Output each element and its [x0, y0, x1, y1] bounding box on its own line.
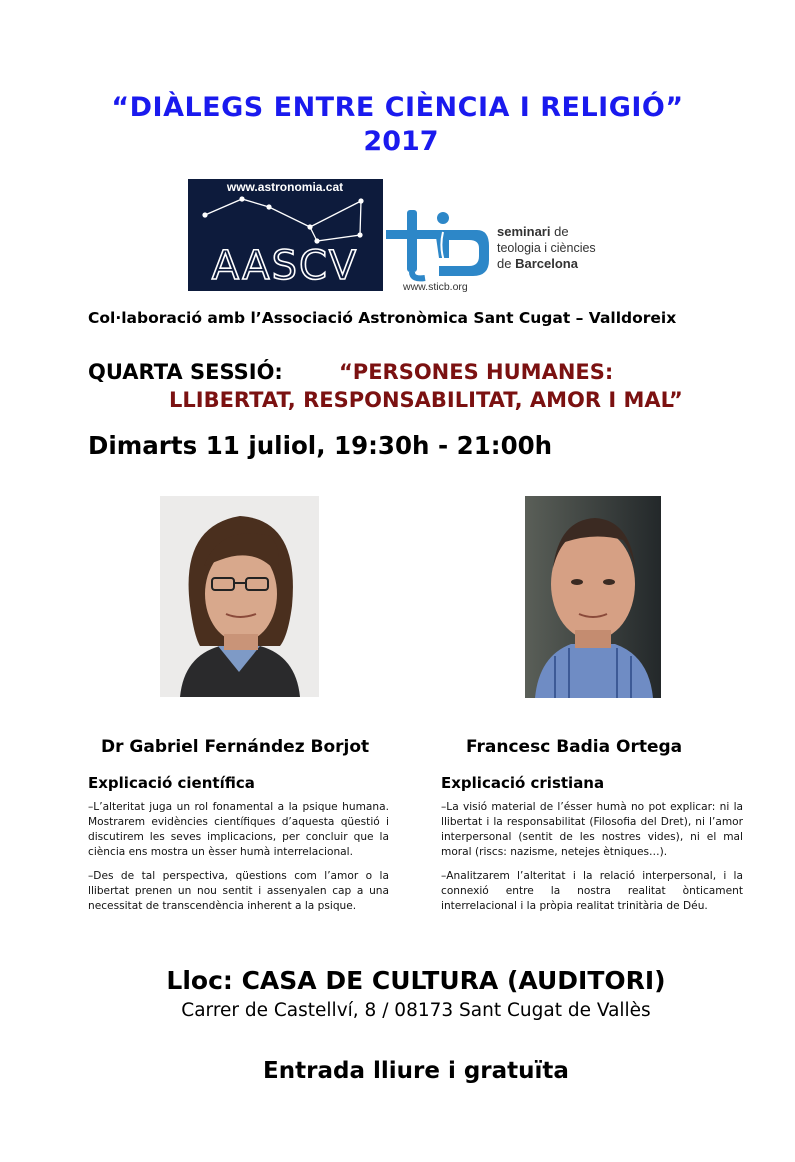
sticb-de-2: de — [497, 256, 516, 271]
collaboration-note: Col·laboració amb l’Associació Astronòmica Sant Cugat – Valldoreix — [88, 309, 677, 327]
aascv-name: AASCV — [211, 243, 359, 289]
session-title-line2: LLIBERTAT, RESPONSABILITAT, AMOR I MAL” — [169, 388, 683, 412]
aascv-logo — [188, 179, 383, 291]
constellation-icon — [205, 199, 361, 241]
event-title: “DIÀLEGS ENTRE CIÈNCIA I RELIGIÓ” — [111, 92, 684, 123]
svg-text:de Barcelona — [497, 256, 579, 271]
sticb-seminari: seminari — [497, 224, 551, 239]
speaker2-photo — [525, 496, 661, 698]
speaker1-paragraph2: –Des de tal perspectiva, qüestions com l’amor o la llibertat prenen un nou sentit i assenyalen cap a una necessitat de transcendència inherent a la psique. — [88, 870, 389, 912]
speaker2-paragraph1: –La visió material de l’ésser humà no pot explicar: ni la llibertat i la responsabilitat (Filosofia del Dret), ni l’amor interpersonal (sentit de les nostres vides), ni el mal moral (riscs: nazisme, netejes ètniques…). — [441, 801, 743, 858]
speaker2-name: Francesc Badia Ortega — [466, 737, 683, 757]
speaker2-paragraph2: –Analitzarem l’alteritat i la relació interpersonal, i la connexió entre la nostra realitat ònticament interrelacional i la pròpia realitat trinitària de Déu. — [441, 870, 743, 912]
event-year: 2017 — [363, 126, 439, 157]
session-title-line1: “PERSONES HUMANES: — [339, 360, 614, 384]
speaker1-heading: Explicació científica — [88, 774, 255, 792]
sticb-de: de — [550, 224, 569, 239]
sticb-teologia: teologia i ciències — [497, 241, 596, 255]
event-date: Dimarts 11 juliol, 19:30h - 21:00h — [88, 431, 553, 460]
svg-text:seminari de — [497, 224, 569, 239]
sticb-barcelona: Barcelona — [515, 256, 578, 271]
speaker1-photo — [160, 496, 319, 697]
venue-address: Carrer de Castellví, 8 / 08173 Sant Cugat de Vallès — [181, 1000, 651, 1021]
ti-monogram-icon — [386, 210, 489, 278]
sticb-url: www.sticb.org — [403, 281, 468, 293]
venue-place: Lloc: CASA DE CULTURA (AUDITORI) — [166, 966, 666, 995]
entry-note: Entrada lliure i gratuïta — [263, 1058, 569, 1084]
session-label: QUARTA SESSIÓ: — [88, 360, 283, 384]
sticb-logo — [383, 204, 623, 296]
speaker2-heading: Explicació cristiana — [441, 774, 605, 792]
speaker1-name: Dr Gabriel Fernández Borjot — [101, 737, 370, 757]
speaker1-paragraph1: –L’alteritat juga un rol fonamental a la psique humana. Mostrarem evidències científiques d’aquesta qüestió i discutirem les seves implicacions, per concluir que la ciència ens mostra un èsser humà interrelacional. — [88, 801, 389, 858]
aascv-url: www.astronomia.cat — [226, 180, 344, 194]
